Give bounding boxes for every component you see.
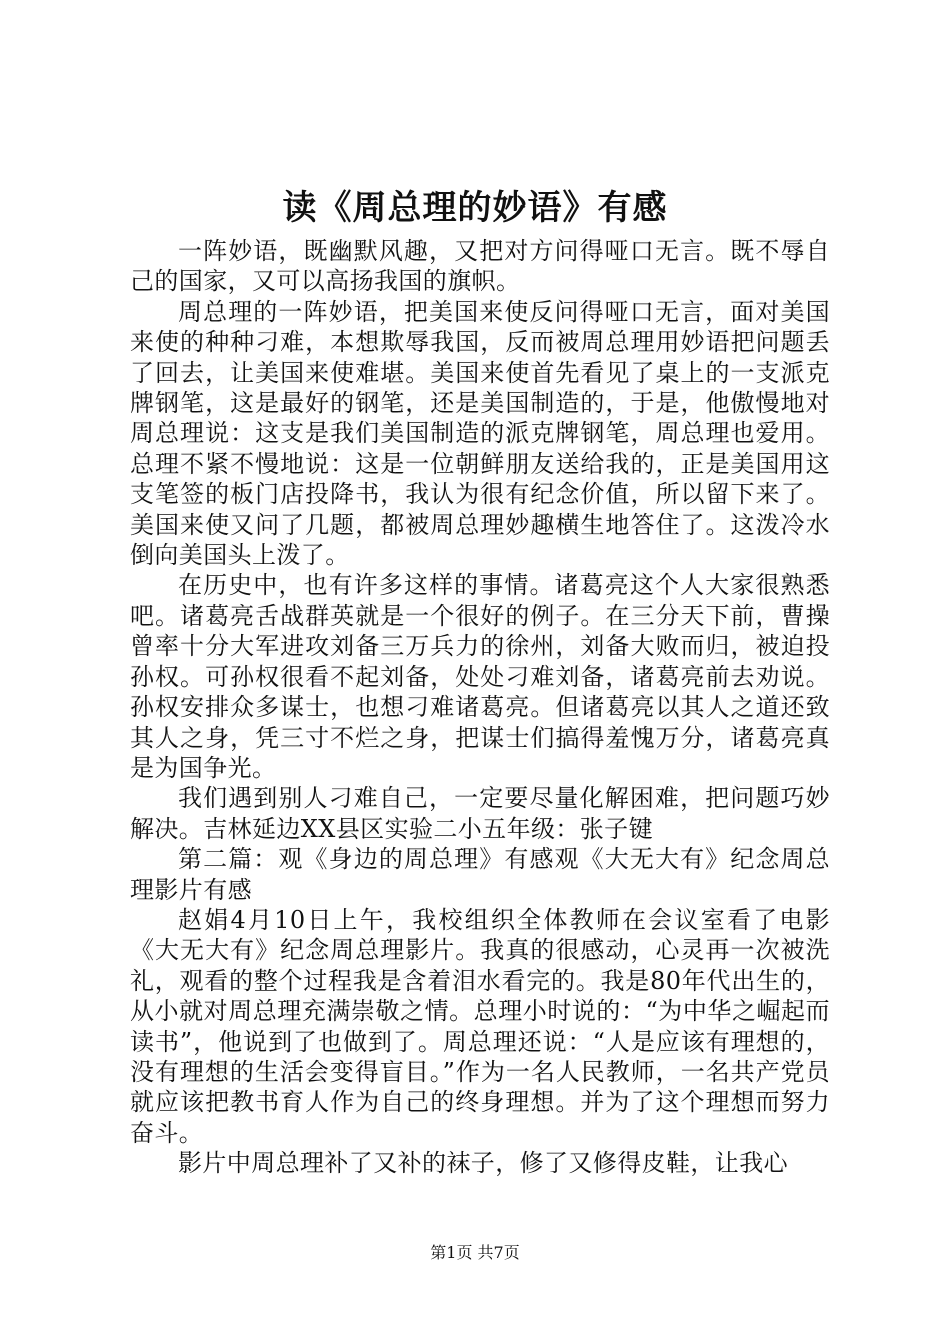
paragraph-4: 我们遇到别人刁难自己，一定要尽量化解困难，把问题巧妙解决。吉林延边XX县区实验二小五年级：张子键	[130, 784, 830, 843]
document-title: 读《周总理的妙语》有感	[282, 188, 668, 228]
paragraph-1: 一阵妙语，既幽默风趣，又把对方问得哑口无言。既不辱自己的国家，又可以高扬我国的旗帜。	[130, 237, 830, 296]
section-heading: 第二篇：观《身边的周总理》有感观《大无大有》纪念周总理影片有感	[130, 845, 830, 904]
paragraph-5: 赵娟4月10日上午，我校组织全体教师在会议室看了电影《大无大有》纪念周总理影片。我真的很感动，心灵再一次被洗礼，观看的整个过程我是含着泪水看完的。我是80年代出生的，从小就对周总理充满崇敬之情。总理小时说的：“为中华之崛起而读书”，他说到了也做到了。周总理还说：“人是应该有理想的，没有理想的生活会变得盲目。”作为一名人民教师，一名共产党员就应该把教书育人作为自己的终身理想。并为了这个理想而努力奋斗。	[130, 905, 830, 1147]
page-footer: 第1页 共7页	[430, 1243, 520, 1262]
paragraph-6: 影片中周总理补了又补的袜子，修了又修得皮鞋，让我心	[178, 1149, 788, 1178]
paragraph-3: 在历史中，也有许多这样的事情。诸葛亮这个人大家很熟悉吧。诸葛亮舌战群英就是一个很好的例子。在三分天下前，曹操曾率十分大军进攻刘备三万兵力的徐州，刘备大败而归，被迫投孙权。可孙权很看不起刘备，处处刁难刘备，诸葛亮前去劝说。孙权安排众多谋士，也想刁难诸葛亮。但诸葛亮以其人之道还致其人之身，凭三寸不烂之身，把谋士们搞得羞愧万分，诸葛亮真是为国争光。	[130, 571, 830, 782]
document-body	[130, 236, 830, 1179]
paragraph-2: 周总理的一阵妙语，把美国来使反问得哑口无言，面对美国来使的种种刁难，本想欺辱我国，反而被周总理用妙语把问题丢了回去，让美国来使难堪。美国来使首先看见了桌上的一支派克牌钢笔，这是最好的钢笔，还是美国制造的，于是，他傲慢地对周总理说：这支是我们美国制造的派克牌钢笔，周总理也爱用。总理不紧不慢地说：这是一位朝鲜朋友送给我的，正是美国用这支笔签的板门店投降书，我认为很有纪念价值，所以留下来了。美国来使又问了几题，都被周总理妙趣横生地答住了。这泼冷水倒向美国头上泼了。	[130, 297, 830, 570]
